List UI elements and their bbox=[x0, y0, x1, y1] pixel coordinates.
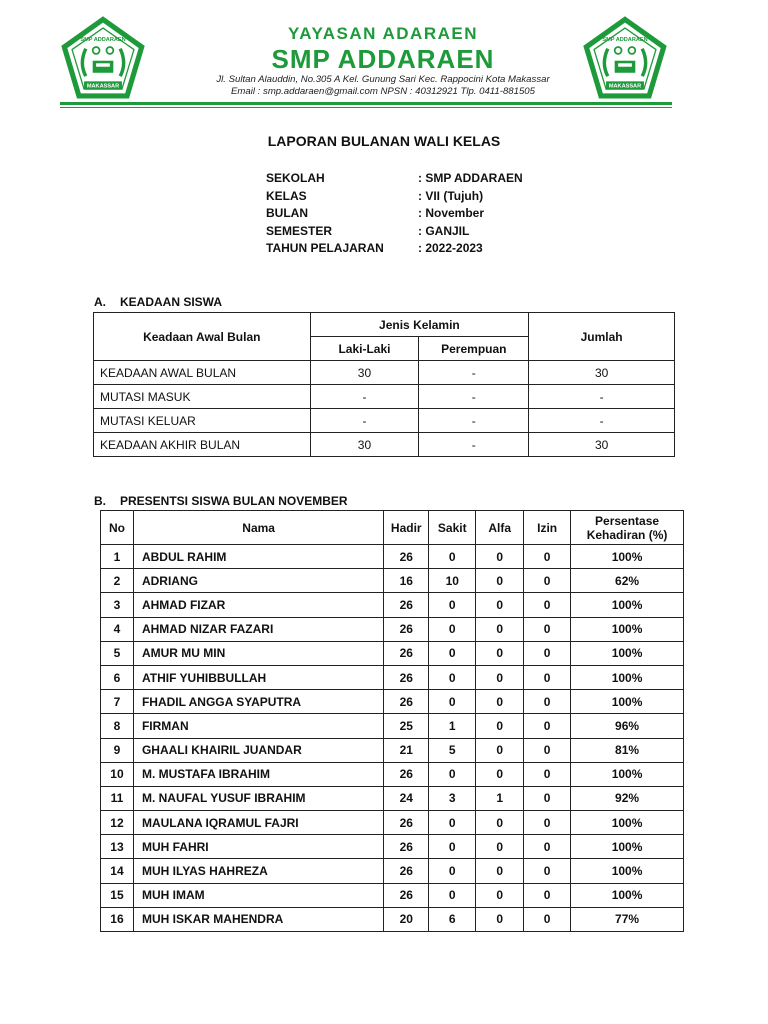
info-row bbox=[266, 189, 523, 207]
cell-hadir: 26 bbox=[384, 690, 429, 714]
cell-persen: 77% bbox=[571, 907, 684, 931]
header-perempuan: Perempuan bbox=[419, 337, 529, 361]
cell-hadir: 21 bbox=[384, 738, 429, 762]
table-row: KEADAAN AKHIR BULAN 30 - 30 bbox=[94, 433, 675, 457]
table-row: MUTASI KELUAR - - - bbox=[94, 409, 675, 433]
header-persentase: Persentase Kehadiran (%) bbox=[571, 511, 684, 545]
cell-nama: FHADIL ANGGA SYAPUTRA bbox=[133, 690, 383, 714]
cell-nama: M. NAUFAL YUSUF IBRAHIM bbox=[133, 786, 383, 810]
cell-persen: 100% bbox=[571, 835, 684, 859]
cell-izin: 0 bbox=[524, 835, 571, 859]
cell-nama: MUH FAHRI bbox=[133, 835, 383, 859]
cell-alfa: 0 bbox=[476, 641, 524, 665]
cell-izin: 0 bbox=[524, 617, 571, 641]
info-value: : GANJIL bbox=[418, 223, 470, 238]
cell-nama: MUH ISKAR MAHENDRA bbox=[133, 907, 383, 931]
svg-text:SMP ADDARAEN: SMP ADDARAEN bbox=[80, 36, 126, 43]
table-row bbox=[101, 545, 684, 569]
header-hadir: Hadir bbox=[384, 511, 429, 545]
cell-izin: 0 bbox=[524, 907, 571, 931]
cell-nama: FIRMAN bbox=[133, 714, 383, 738]
cell-nama: MUH IMAM bbox=[133, 883, 383, 907]
school-address: Jl. Sultan Alauddin, No.305 A Kel. Gunung Sari Kec. Rappocini Kota Makassar bbox=[216, 74, 550, 85]
header-sakit: Sakit bbox=[429, 511, 476, 545]
table-row bbox=[101, 714, 684, 738]
info-label: KELAS bbox=[266, 188, 307, 203]
cell-persen: 100% bbox=[571, 690, 684, 714]
cell-nama: AHMAD FIZAR bbox=[133, 593, 383, 617]
svg-text:SMP ADDARAEN: SMP ADDARAEN bbox=[602, 36, 648, 43]
cell-sakit: 0 bbox=[429, 762, 476, 786]
cell-persen: 100% bbox=[571, 883, 684, 907]
cell-izin: 0 bbox=[524, 714, 571, 738]
cell-sakit: 5 bbox=[429, 738, 476, 762]
cell-nama: GHAALI KHAIRIL JUANDAR bbox=[133, 738, 383, 762]
cell-no: 1 bbox=[101, 545, 134, 569]
info-row bbox=[266, 224, 523, 242]
info-value: : November bbox=[418, 206, 485, 221]
cell-izin: 0 bbox=[524, 883, 571, 907]
foundation-name: YAYASAN ADARAEN bbox=[287, 24, 479, 43]
svg-text:MAKASSAR: MAKASSAR bbox=[86, 83, 120, 90]
cell-no: 15 bbox=[101, 883, 134, 907]
table-row bbox=[101, 907, 684, 931]
cell-nama: ABDUL RAHIM bbox=[133, 545, 383, 569]
cell-hadir: 24 bbox=[384, 786, 429, 810]
letterhead-divider-thin bbox=[60, 107, 672, 108]
cell-alfa: 0 bbox=[476, 714, 524, 738]
cell-izin: 0 bbox=[524, 665, 571, 689]
table-row bbox=[101, 738, 684, 762]
header-alfa: Alfa bbox=[476, 511, 524, 545]
section-b-heading: B. PRESENTSI SISWA BULAN NOVEMBER bbox=[94, 494, 348, 508]
cell-alfa: 0 bbox=[476, 835, 524, 859]
cell-izin: 0 bbox=[524, 641, 571, 665]
cell-alfa: 1 bbox=[476, 786, 524, 810]
school-logo-icon bbox=[60, 16, 146, 102]
cell-persen: 92% bbox=[571, 786, 684, 810]
cell-alfa: 0 bbox=[476, 811, 524, 835]
cell-nama: AMUR MU MIN bbox=[133, 641, 383, 665]
cell-no: 12 bbox=[101, 811, 134, 835]
cell-hadir: 26 bbox=[384, 593, 429, 617]
cell-no: 5 bbox=[101, 641, 134, 665]
table-row bbox=[101, 811, 684, 835]
table-row bbox=[101, 690, 684, 714]
cell-hadir: 26 bbox=[384, 665, 429, 689]
cell-izin: 0 bbox=[524, 545, 571, 569]
table-row bbox=[101, 569, 684, 593]
info-value: : 2022-2023 bbox=[418, 241, 483, 256]
cell-nama: ADRIANG bbox=[133, 569, 383, 593]
info-label: TAHUN PELAJARAN bbox=[266, 241, 384, 256]
cell-persen: 100% bbox=[571, 641, 684, 665]
cell-alfa: 0 bbox=[476, 883, 524, 907]
cell-persen: 100% bbox=[571, 811, 684, 835]
cell-sakit: 0 bbox=[429, 690, 476, 714]
cell-nama: AHMAD NIZAR FAZARI bbox=[133, 617, 383, 641]
cell-no: 3 bbox=[101, 593, 134, 617]
cell-no: 9 bbox=[101, 738, 134, 762]
cell-nama: MUH ILYAS HAHREZA bbox=[133, 859, 383, 883]
info-row bbox=[266, 206, 523, 224]
cell-no: 16 bbox=[101, 907, 134, 931]
header-jenis-kelamin: Jenis Kelamin bbox=[310, 313, 529, 337]
svg-text:MAKASSAR: MAKASSAR bbox=[608, 83, 642, 90]
cell-alfa: 0 bbox=[476, 593, 524, 617]
cell-hadir: 26 bbox=[384, 835, 429, 859]
cell-hadir: 26 bbox=[384, 641, 429, 665]
cell-nama: ATHIF YUHIBBULLAH bbox=[133, 665, 383, 689]
cell-sakit: 0 bbox=[429, 593, 476, 617]
cell-nama: MAULANA IQRAMUL FAJRI bbox=[133, 811, 383, 835]
cell-hadir: 26 bbox=[384, 859, 429, 883]
cell-persen: 100% bbox=[571, 617, 684, 641]
cell-persen: 81% bbox=[571, 738, 684, 762]
cell-hadir: 26 bbox=[384, 762, 429, 786]
cell-hadir: 26 bbox=[384, 811, 429, 835]
cell-sakit: 1 bbox=[429, 714, 476, 738]
cell-no: 2 bbox=[101, 569, 134, 593]
report-info bbox=[266, 171, 523, 259]
cell-hadir: 26 bbox=[384, 545, 429, 569]
cell-izin: 0 bbox=[524, 690, 571, 714]
cell-persen: 100% bbox=[571, 762, 684, 786]
header-izin: Izin bbox=[524, 511, 571, 545]
letterhead-divider bbox=[60, 102, 672, 105]
cell-izin: 0 bbox=[524, 593, 571, 617]
cell-alfa: 0 bbox=[476, 617, 524, 641]
cell-alfa: 0 bbox=[476, 569, 524, 593]
cell-sakit: 10 bbox=[429, 569, 476, 593]
cell-no: 8 bbox=[101, 714, 134, 738]
info-row bbox=[266, 241, 523, 259]
cell-hadir: 26 bbox=[384, 883, 429, 907]
table-row bbox=[101, 617, 684, 641]
table-row: MUTASI MASUK - - - bbox=[94, 385, 675, 409]
cell-persen: 100% bbox=[571, 545, 684, 569]
table-row bbox=[101, 593, 684, 617]
attendance-table bbox=[100, 510, 684, 932]
header-keadaan-awal: Keadaan Awal Bulan bbox=[94, 313, 311, 361]
table-row: KEADAAN AWAL BULAN 30 - 30 bbox=[94, 361, 675, 385]
cell-sakit: 0 bbox=[429, 641, 476, 665]
cell-persen: 62% bbox=[571, 569, 684, 593]
cell-no: 4 bbox=[101, 617, 134, 641]
info-label: BULAN bbox=[266, 206, 308, 221]
cell-sakit: 3 bbox=[429, 786, 476, 810]
info-label: SEMESTER bbox=[266, 223, 333, 238]
cell-sakit: 0 bbox=[429, 545, 476, 569]
info-value: : VII (Tujuh) bbox=[418, 188, 484, 203]
cell-izin: 0 bbox=[524, 786, 571, 810]
cell-no: 10 bbox=[101, 762, 134, 786]
cell-persen: 100% bbox=[571, 665, 684, 689]
cell-sakit: 0 bbox=[429, 883, 476, 907]
cell-nama: M. MUSTAFA IBRAHIM bbox=[133, 762, 383, 786]
header-nama: Nama bbox=[133, 511, 383, 545]
table-row bbox=[101, 762, 684, 786]
cell-alfa: 0 bbox=[476, 665, 524, 689]
table-row bbox=[101, 859, 684, 883]
cell-no: 7 bbox=[101, 690, 134, 714]
cell-alfa: 0 bbox=[476, 690, 524, 714]
cell-hadir: 25 bbox=[384, 714, 429, 738]
cell-hadir: 20 bbox=[384, 907, 429, 931]
school-name: SMP ADDARAEN bbox=[271, 44, 495, 74]
cell-persen: 100% bbox=[571, 859, 684, 883]
info-value: : SMP ADDARAEN bbox=[418, 171, 523, 185]
cell-alfa: 0 bbox=[476, 859, 524, 883]
cell-sakit: 0 bbox=[429, 859, 476, 883]
table-row bbox=[101, 835, 684, 859]
school-logo-icon bbox=[582, 16, 668, 102]
info-label: SEKOLAH bbox=[266, 171, 325, 185]
cell-hadir: 26 bbox=[384, 617, 429, 641]
letterhead bbox=[0, 0, 768, 112]
header-no: No bbox=[101, 511, 134, 545]
header-jumlah: Jumlah bbox=[529, 313, 675, 361]
cell-no: 13 bbox=[101, 835, 134, 859]
table-row bbox=[101, 786, 684, 810]
cell-persen: 96% bbox=[571, 714, 684, 738]
cell-no: 14 bbox=[101, 859, 134, 883]
cell-sakit: 0 bbox=[429, 811, 476, 835]
cell-izin: 0 bbox=[524, 859, 571, 883]
section-a-heading: A. KEADAAN SISWA bbox=[94, 295, 223, 309]
cell-izin: 0 bbox=[524, 569, 571, 593]
cell-no: 11 bbox=[101, 786, 134, 810]
cell-alfa: 0 bbox=[476, 907, 524, 931]
cell-sakit: 0 bbox=[429, 617, 476, 641]
table-row bbox=[101, 641, 684, 665]
cell-no: 6 bbox=[101, 665, 134, 689]
cell-persen: 100% bbox=[571, 593, 684, 617]
cell-sakit: 0 bbox=[429, 665, 476, 689]
cell-alfa: 0 bbox=[476, 762, 524, 786]
cell-sakit: 0 bbox=[429, 835, 476, 859]
cell-sakit: 6 bbox=[429, 907, 476, 931]
cell-hadir: 16 bbox=[384, 569, 429, 593]
cell-izin: 0 bbox=[524, 811, 571, 835]
cell-izin: 0 bbox=[524, 762, 571, 786]
cell-alfa: 0 bbox=[476, 545, 524, 569]
table-row bbox=[101, 883, 684, 907]
student-status-table bbox=[93, 312, 675, 457]
cell-izin: 0 bbox=[524, 738, 571, 762]
header-laki-laki: Laki-Laki bbox=[310, 337, 419, 361]
info-row bbox=[266, 171, 523, 189]
report-title: LAPORAN BULANAN WALI KELAS bbox=[267, 133, 501, 149]
table-row bbox=[101, 665, 684, 689]
school-contact: Email : smp.addaraen@gmail.com NPSN : 40312921 Tlp. 0411-881505 bbox=[231, 86, 535, 97]
cell-alfa: 0 bbox=[476, 738, 524, 762]
